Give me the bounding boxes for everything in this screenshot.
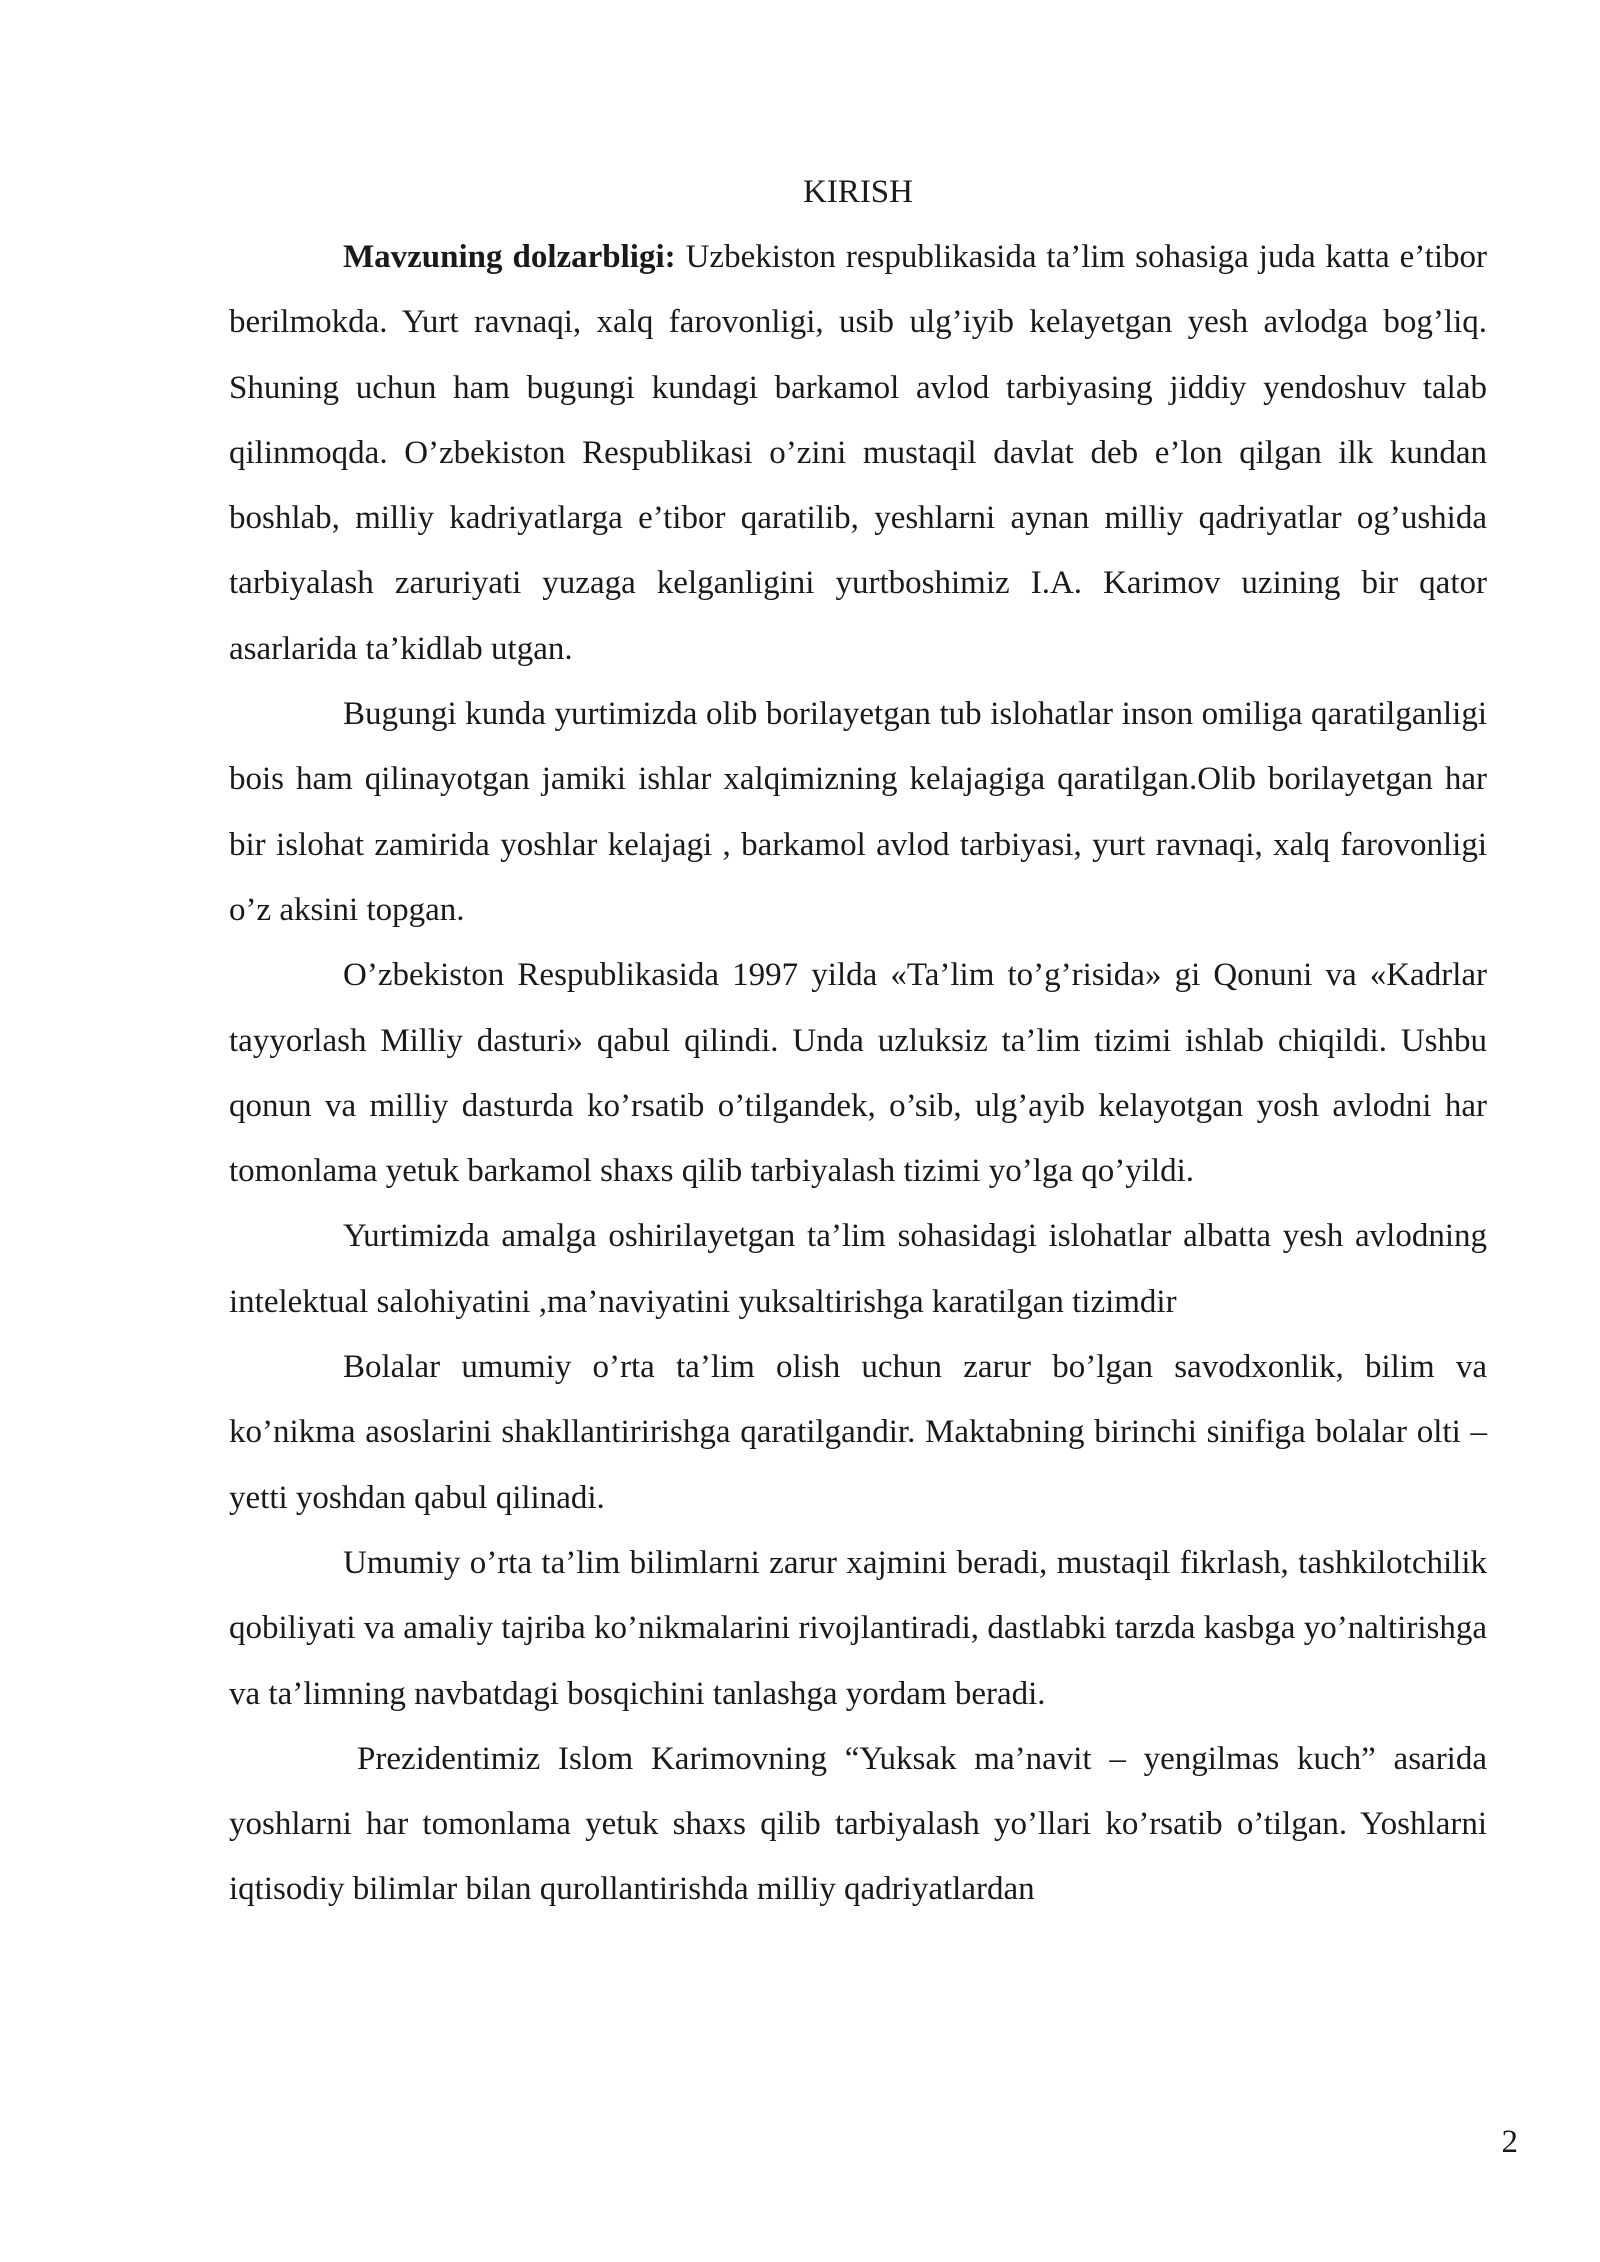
paragraph-general-education: Bolalar umumiy o’rta ta’lim olish uchun zarur bo’lgan savodxonlik, bilim va ko’nikma asoslarini shakllantiririshga qaratilgandir. Maktabning birinchi sinifiga bolalar olti – yetti yoshdan qabul qilinadi.	[229, 1349, 1487, 1516]
section-title: KIRISH	[802, 174, 913, 210]
document-page	[229, 160, 1487, 1923]
paragraph-president: Prezidentimiz Islom Karimovning “Yuksak ma’navit – yengilmas kuch” asarida yoshlarni har tomonlama yetuk shaxs qilib tarbiyalash yo’llari ko’rsatib o’tilgan. Yoshlarni iqtisodiy bilimlar bilan qurollantirishda milliy qadriyatlardan	[229, 1740, 1487, 1908]
page-number: 2	[1501, 2124, 1518, 2160]
paragraph-reforms: Bugungi kunda yurtimizda olib borilayetgan tub islohatlar inson omiliga qaratilganligi bois ham qilinayotgan jamiki ishlar xalqimizning kelajagiga qaratilgan.Olib borilayetgan har bir islohat zamirida yoshlar kelajagi , barkamol avlod tarbiyasi, yurt ravnaqi, xalq farovonligi o’z aksini topgan.	[229, 696, 1487, 928]
paragraph-general-secondary: Umumiy o’rta ta’lim bilimlarni zarur xajmini beradi, mustaqil fikrlash, tashkilotchilik qobiliyati va amaliy tajriba ko’nikmalarini rivojlantiradi, dastlabki tarzda kasbga yo’naltirishga va ta’limning navbatdagi bosqichini tanlashga yordam beradi.	[229, 1544, 1487, 1712]
paragraph-law-1997: O’zbekiston Respublikasida 1997 yilda «Ta’lim to’g’risida» gi Qonuni va «Kadrlar tayyorlash Milliy dasturi» qabul qilindi. Unda uzluksiz ta’lim tizimi ishlab chiqildi. Ushbu qonun va milliy dasturda ko’rsatib o’tilgandek, o’sib, ulg’ayib kelayotgan yosh avlodni har tomonlama yetuk barkamol shaxs qilib tarbiyalash tizimi yo’lga qo’yildi.	[229, 957, 1487, 1190]
paragraph-text: Uzbekiston respublikasida ta’lim sohasiga juda katta e’tibor berilmokda. Yurt ravnaqi, xalq farovonligi, usib ulg’iyib kelayetgan yesh avlodga bog’liq. Shuning uchun ham bugungi kundagi barkamol avlod tarbiyasing jiddiy yendoshuv talab qilinmoqda. O’zbekiston Respublikasi o’zini mustaqil davlat deb e’lon qilgan ilk kundan boshlab, milliy kadriyatlarga e’tibor qaratilib, yeshlarni aynan milliy qadriyatlar og’ushida tarbiyalash zaruriyati yuzaga kelganligini yurtboshimiz I.A. Karimov uzining bir qator asarlarida ta’kidlab utgan.	[229, 239, 1487, 667]
paragraph-relevance	[229, 225, 1487, 682]
paragraph-lead-bold: Mavzuning dolzarbligi:	[343, 239, 676, 275]
paragraph-education-reforms: Yurtimizda amalga oshirilayetgan ta’lim sohasidagi islohatlar albatta yesh avlodning intelektual salohiyatini ,ma’naviyatini yuksaltirishga karatilgan tizimdir	[229, 1218, 1487, 1320]
